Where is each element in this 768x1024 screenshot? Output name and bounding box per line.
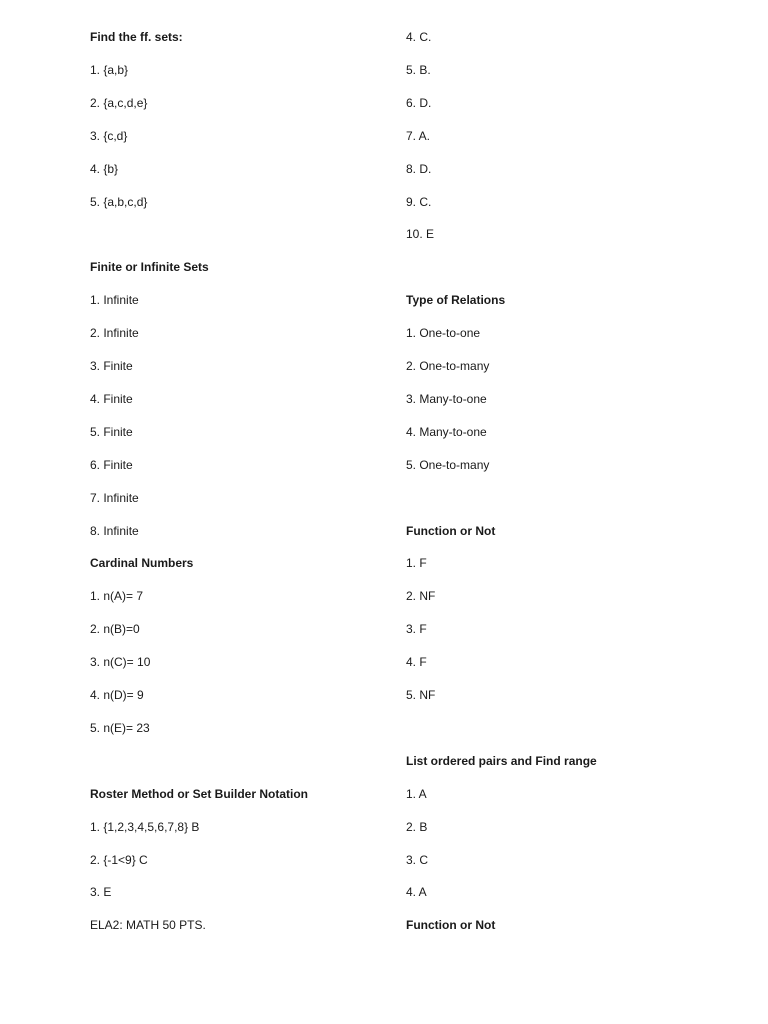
answer-line: 2. One-to-many [406,359,490,373]
answer-line: 8. D. [406,161,432,176]
answer-line: 2. n(B)=0 [90,622,140,637]
section-heading: Function or Not [406,523,496,538]
answer-line: 4. Many-to-one [406,424,487,439]
section-heading: Type of Relations [406,293,506,308]
answer-line: 5. B. [406,62,431,77]
answer-line: 5. n(E)= 23 [90,720,150,735]
answer-line: 6. D. [406,95,432,110]
answer-line: 3. Many-to-one [406,391,487,406]
answer-line: 2. {a,c,d,e} [90,95,148,110]
section-heading: Function or Not [406,918,496,933]
answer-line: 6. Finite [90,457,133,472]
answer-line: 1. {a,b} [90,62,129,77]
answer-line: 3. E [90,885,112,900]
answer-line: 3. F [406,622,427,637]
answer-line: 2. NF [406,589,436,604]
answer-line: 4. F [406,655,427,670]
answer-line: 9. C. [406,194,432,209]
answer-line: 5. {a,b,c,d} [90,194,148,209]
answer-line: ELA2: MATH 50 PTS. [90,918,206,933]
answer-line: 1. Infinite [90,293,139,308]
answer-line: 3. n(C)= 10 [90,655,151,670]
section-heading: List ordered pairs and Find range [406,753,597,768]
answer-line: 4. Finite [90,391,133,406]
section-heading: Cardinal Numbers [90,556,194,571]
answer-line: 5. NF [406,688,436,702]
answer-line: 2. B [406,819,428,834]
answer-line: 10. E [406,227,435,242]
answer-line: 4. n(D)= 9 [90,688,144,702]
answer-line: 4. C. [406,30,432,44]
answer-line: 4. A [406,885,427,900]
answer-line: 1. n(A)= 7 [90,589,144,604]
answer-line: 3. Finite [90,359,133,373]
answer-line: 3. {c,d} [90,128,128,143]
answer-line: 4. {b} [90,161,119,176]
answer-line: 1. A [406,786,427,801]
answer-line: 1. F [406,556,427,571]
answer-line: 5. Finite [90,424,133,439]
answer-line: 7. Infinite [90,490,139,505]
answer-line: 7. A. [406,128,431,143]
answer-line: 1. {1,2,3,4,5,6,7,8} B [90,819,200,834]
answer-line: 2. {-1<9} C [90,852,148,867]
answer-line: 2. Infinite [90,326,139,341]
section-heading: Find the ff. sets: [90,30,183,44]
answer-line: 5. One-to-many [406,457,490,472]
answer-line: 8. Infinite [90,523,139,538]
answer-line: 3. C [406,852,429,867]
section-heading: Finite or Infinite Sets [90,260,209,275]
answer-line: 1. One-to-one [406,326,481,341]
section-heading: Roster Method or Set Builder Notation [90,786,309,801]
